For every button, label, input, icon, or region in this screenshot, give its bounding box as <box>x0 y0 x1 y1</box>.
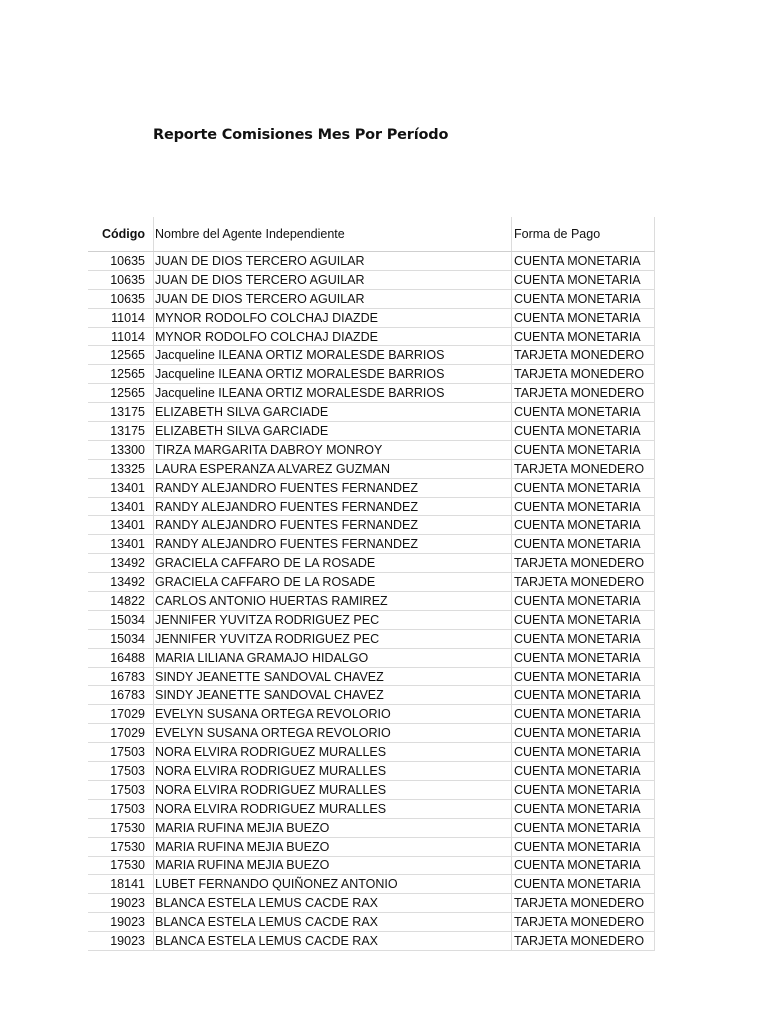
cell-agent-name: MARIA RUFINA MEJIA BUEZO <box>153 838 511 856</box>
cell-code: 15034 <box>110 612 145 627</box>
table-row <box>88 403 655 422</box>
cell-code: 16783 <box>110 688 145 703</box>
cell-agent-name: CARLOS ANTONIO HUERTAS RAMIREZ <box>153 592 511 610</box>
cell-code: 17530 <box>110 820 145 835</box>
cell-code: 17503 <box>110 801 145 816</box>
cell-payment-method: CUENTA MONETARIA <box>511 857 655 875</box>
cell-code: 16783 <box>110 669 145 684</box>
header-code: Código <box>101 227 145 241</box>
report-title: Reporte Comisiones Mes Por Período <box>153 127 449 143</box>
cell-code: 13401 <box>110 480 145 495</box>
cell-payment-method: TARJETA MONEDERO <box>511 932 655 950</box>
cell-agent-name: RANDY ALEJANDRO FUENTES FERNANDEZ <box>153 498 511 516</box>
cell-payment-method: CUENTA MONETARIA <box>511 328 655 346</box>
cell-agent-name: JUAN DE DIOS TERCERO AGUILAR <box>153 252 511 270</box>
cell-agent-name: MYNOR RODOLFO COLCHAJ DIAZDE <box>153 328 511 346</box>
cell-agent-name: TIRZA MARGARITA DABROY MONROY <box>153 441 511 459</box>
table-row <box>88 705 655 724</box>
table-row <box>88 686 655 705</box>
table-row <box>88 271 655 290</box>
table-row <box>88 649 655 668</box>
table-row <box>88 630 655 649</box>
cell-payment-method: TARJETA MONEDERO <box>511 894 655 912</box>
header-payment-method: Forma de Pago <box>511 217 655 251</box>
cell-agent-name: Jacqueline ILEANA ORTIZ MORALESDE BARRIOS <box>153 384 511 402</box>
cell-agent-name: LAURA ESPERANZA ALVAREZ GUZMAN <box>153 460 511 478</box>
cell-payment-method: CUENTA MONETARIA <box>511 592 655 610</box>
table-body <box>88 252 655 951</box>
table-row <box>88 384 655 403</box>
table-row <box>88 762 655 781</box>
table-row <box>88 498 655 517</box>
table-row <box>88 819 655 838</box>
table-row <box>88 554 655 573</box>
table-row <box>88 365 655 384</box>
table-row <box>88 479 655 498</box>
table-row <box>88 309 655 328</box>
cell-agent-name: ELIZABETH SILVA GARCIADE <box>153 422 511 440</box>
table-row <box>88 894 655 913</box>
cell-payment-method: CUENTA MONETARIA <box>511 875 655 893</box>
cell-agent-name: JUAN DE DIOS TERCERO AGUILAR <box>153 290 511 308</box>
cell-code: 13492 <box>110 575 145 590</box>
cell-payment-method: CUENTA MONETARIA <box>511 743 655 761</box>
cell-payment-method: CUENTA MONETARIA <box>511 724 655 742</box>
cell-agent-name: GRACIELA CAFFARO DE LA ROSADE <box>153 573 511 591</box>
cell-agent-name: Jacqueline ILEANA ORTIZ MORALESDE BARRIOS <box>153 346 511 364</box>
cell-payment-method: CUENTA MONETARIA <box>511 800 655 818</box>
cell-payment-method: CUENTA MONETARIA <box>511 686 655 704</box>
cell-agent-name: EVELYN SUSANA ORTEGA REVOLORIO <box>153 705 511 723</box>
cell-payment-method: CUENTA MONETARIA <box>511 479 655 497</box>
cell-code: 13300 <box>110 442 145 457</box>
table-row <box>88 422 655 441</box>
cell-code: 10635 <box>110 253 145 268</box>
cell-code: 13175 <box>110 423 145 438</box>
cell-code: 15034 <box>110 631 145 646</box>
cell-code: 19023 <box>110 915 145 930</box>
cell-code: 16488 <box>110 650 145 665</box>
table-row <box>88 838 655 857</box>
cell-agent-name: ELIZABETH SILVA GARCIADE <box>153 403 511 421</box>
table-row <box>88 328 655 347</box>
cell-payment-method: TARJETA MONEDERO <box>511 346 655 364</box>
cell-code: 13492 <box>110 556 145 571</box>
cell-agent-name: NORA ELVIRA RODRIGUEZ MURALLES <box>153 743 511 761</box>
cell-payment-method: CUENTA MONETARIA <box>511 498 655 516</box>
cell-code: 19023 <box>110 934 145 948</box>
cell-code: 17530 <box>110 858 145 873</box>
cell-payment-method: TARJETA MONEDERO <box>511 573 655 591</box>
cell-agent-name: RANDY ALEJANDRO FUENTES FERNANDEZ <box>153 479 511 497</box>
cell-agent-name: MARIA LILIANA GRAMAJO HIDALGO <box>153 649 511 667</box>
table-row <box>88 535 655 554</box>
cell-code: 12565 <box>110 386 145 401</box>
cell-agent-name: LUBET FERNANDO QUIÑONEZ ANTONIO <box>153 875 511 893</box>
table-row <box>88 252 655 271</box>
table-row <box>88 668 655 687</box>
cell-code: 17530 <box>110 839 145 854</box>
table-row <box>88 346 655 365</box>
cell-code: 14822 <box>110 593 145 608</box>
table-row <box>88 592 655 611</box>
cell-payment-method: CUENTA MONETARIA <box>511 668 655 686</box>
cell-code: 11014 <box>111 329 145 344</box>
cell-agent-name: RANDY ALEJANDRO FUENTES FERNANDEZ <box>153 535 511 553</box>
table-row <box>88 611 655 630</box>
cell-agent-name: JENNIFER YUVITZA RODRIGUEZ PEC <box>153 611 511 629</box>
cell-agent-name: BLANCA ESTELA LEMUS CACDE RAX <box>153 894 511 912</box>
cell-code: 17029 <box>110 726 145 741</box>
cell-agent-name: GRACIELA CAFFARO DE LA ROSADE <box>153 554 511 572</box>
cell-agent-name: JENNIFER YUVITZA RODRIGUEZ PEC <box>153 630 511 648</box>
cell-agent-name: NORA ELVIRA RODRIGUEZ MURALLES <box>153 800 511 818</box>
cell-payment-method: CUENTA MONETARIA <box>511 441 655 459</box>
cell-payment-method: TARJETA MONEDERO <box>511 460 655 478</box>
cell-agent-name: RANDY ALEJANDRO FUENTES FERNANDEZ <box>153 516 511 534</box>
cell-payment-method: CUENTA MONETARIA <box>511 252 655 270</box>
cell-payment-method: CUENTA MONETARIA <box>511 819 655 837</box>
cell-payment-method: TARJETA MONEDERO <box>511 365 655 383</box>
cell-code: 17029 <box>110 707 145 722</box>
cell-code: 10635 <box>110 291 145 306</box>
cell-agent-name: BLANCA ESTELA LEMUS CACDE RAX <box>153 932 511 950</box>
cell-payment-method: CUENTA MONETARIA <box>511 535 655 553</box>
commission-table <box>88 217 655 951</box>
cell-agent-name: EVELYN SUSANA ORTEGA REVOLORIO <box>153 724 511 742</box>
cell-payment-method: CUENTA MONETARIA <box>511 781 655 799</box>
cell-payment-method: CUENTA MONETARIA <box>511 309 655 327</box>
cell-payment-method: CUENTA MONETARIA <box>511 762 655 780</box>
cell-code: 13401 <box>110 537 145 552</box>
cell-agent-name: MARIA RUFINA MEJIA BUEZO <box>153 819 511 837</box>
cell-payment-method: CUENTA MONETARIA <box>511 516 655 534</box>
cell-code: 17503 <box>110 745 145 760</box>
table-row <box>88 875 655 894</box>
cell-agent-name: Jacqueline ILEANA ORTIZ MORALESDE BARRIOS <box>153 365 511 383</box>
cell-payment-method: CUENTA MONETARIA <box>511 611 655 629</box>
cell-code: 17503 <box>110 782 145 797</box>
header-agent-name: Nombre del Agente Independiente <box>153 217 511 251</box>
cell-code: 13401 <box>110 499 145 514</box>
table-row <box>88 573 655 592</box>
cell-agent-name: NORA ELVIRA RODRIGUEZ MURALLES <box>153 781 511 799</box>
cell-agent-name: MYNOR RODOLFO COLCHAJ DIAZDE <box>153 309 511 327</box>
table-row <box>88 516 655 535</box>
cell-agent-name: JUAN DE DIOS TERCERO AGUILAR <box>153 271 511 289</box>
cell-code: 12565 <box>110 348 145 363</box>
cell-payment-method: CUENTA MONETARIA <box>511 838 655 856</box>
cell-agent-name: NORA ELVIRA RODRIGUEZ MURALLES <box>153 762 511 780</box>
cell-payment-method: TARJETA MONEDERO <box>511 913 655 931</box>
cell-code: 19023 <box>110 896 145 911</box>
table-row <box>88 932 655 951</box>
cell-agent-name: MARIA RUFINA MEJIA BUEZO <box>153 857 511 875</box>
cell-code: 18141 <box>110 877 145 892</box>
cell-agent-name: BLANCA ESTELA LEMUS CACDE RAX <box>153 913 511 931</box>
table-row <box>88 441 655 460</box>
cell-payment-method: CUENTA MONETARIA <box>511 271 655 289</box>
cell-payment-method: CUENTA MONETARIA <box>511 705 655 723</box>
cell-agent-name: SINDY JEANETTE SANDOVAL CHAVEZ <box>153 668 511 686</box>
table-row <box>88 781 655 800</box>
cell-payment-method: CUENTA MONETARIA <box>511 290 655 308</box>
table-row <box>88 857 655 876</box>
table-row <box>88 913 655 932</box>
cell-code: 13175 <box>110 405 145 420</box>
table-row <box>88 743 655 762</box>
cell-payment-method: TARJETA MONEDERO <box>511 554 655 572</box>
cell-payment-method: TARJETA MONEDERO <box>511 384 655 402</box>
table-row <box>88 460 655 479</box>
cell-code: 13401 <box>110 518 145 533</box>
table-row <box>88 290 655 309</box>
table-header <box>88 217 655 252</box>
table-row <box>88 800 655 819</box>
cell-payment-method: CUENTA MONETARIA <box>511 649 655 667</box>
cell-code: 12565 <box>110 367 145 382</box>
cell-agent-name: SINDY JEANETTE SANDOVAL CHAVEZ <box>153 686 511 704</box>
cell-payment-method: CUENTA MONETARIA <box>511 403 655 421</box>
cell-payment-method: CUENTA MONETARIA <box>511 630 655 648</box>
cell-code: 17503 <box>110 763 145 778</box>
cell-code: 11014 <box>111 310 145 325</box>
table-row <box>88 724 655 743</box>
cell-payment-method: CUENTA MONETARIA <box>511 422 655 440</box>
cell-code: 13325 <box>110 461 145 476</box>
cell-code: 10635 <box>110 272 145 287</box>
